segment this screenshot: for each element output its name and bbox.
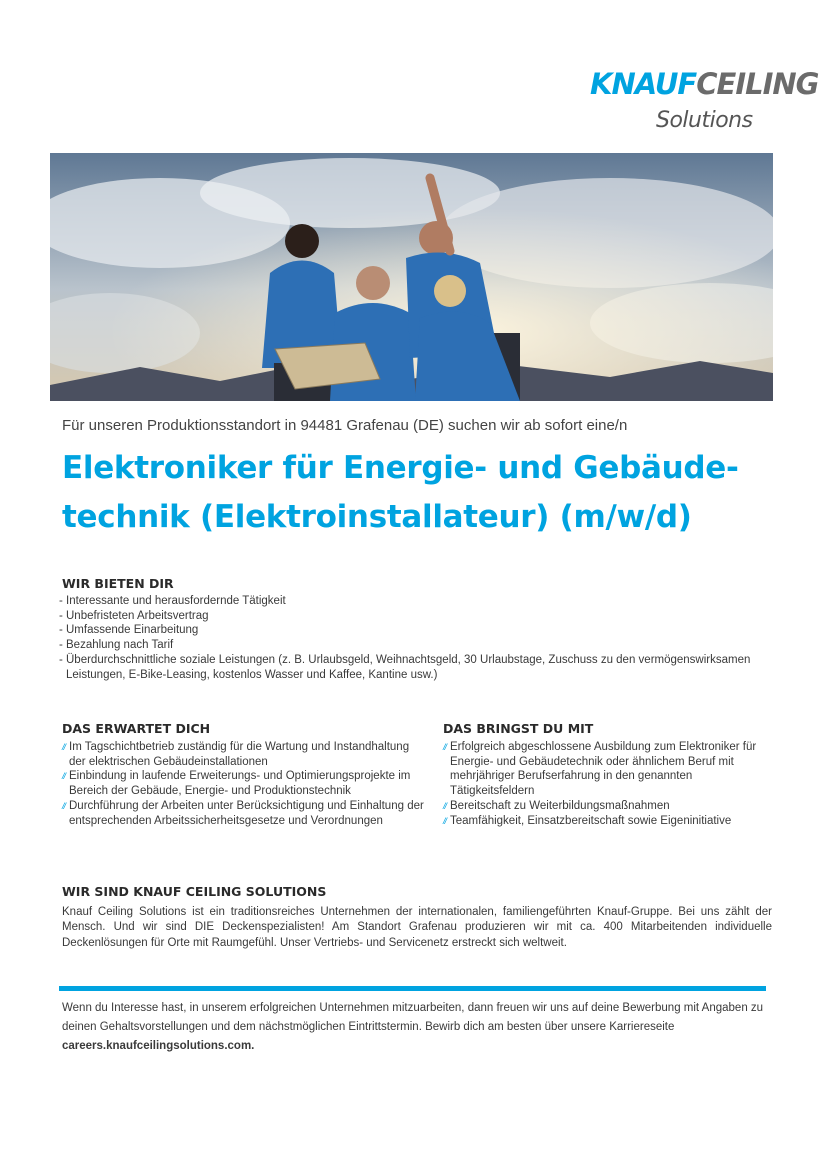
job-title bbox=[62, 444, 782, 542]
list-item: // Durchführung der Arbeiten unter Berücksichtigung und Einhaltung der entsprechenden Arbeitssicherheitsgesetze und Verordnungen bbox=[62, 799, 424, 827]
list-item: - Interessante und herausfordernde Tätigkeit bbox=[59, 595, 286, 607]
job-title-line-2: technik (Elektroinstallateur) (m/w/d) bbox=[62, 499, 692, 535]
about-heading: WIR SIND KNAUF CEILING SOLUTIONS bbox=[62, 884, 327, 899]
job-title-line-1: Elektroniker für Energie- und Gebäude- bbox=[62, 450, 739, 486]
hero-photo bbox=[50, 153, 773, 401]
logo-brand: KNAUF bbox=[590, 67, 697, 101]
company-logo bbox=[590, 64, 819, 140]
expect-list bbox=[62, 740, 424, 828]
list-item: // Im Tagschichtbetrieb zuständig für die Wartung und Instandhaltung der elektrischen Gebäudeinstallationen bbox=[62, 741, 410, 768]
expect-heading: DAS ERWARTET DICH bbox=[62, 721, 211, 736]
list-item: // Teamfähigkeit, Einsatzbereitschaft sowie Eigeninitiative bbox=[443, 814, 732, 827]
team-on-mountain-photo bbox=[50, 153, 773, 401]
list-item: // Erfolgreich abgeschlossene Ausbildung zum Elektroniker für Energie- und Gebäudetechnik oder ähnlichem Beruf mit mehrjähriger Berufserfahrung in den genannten Tätigkeitsfeldern bbox=[443, 741, 757, 798]
offer-heading: WIR BIETEN DIR bbox=[62, 576, 174, 591]
list-item: - Umfassende Einarbeitung bbox=[59, 624, 199, 637]
logo-tagline: Solutions bbox=[656, 108, 753, 133]
bring-heading: DAS BRINGST DU MIT bbox=[443, 721, 594, 736]
list-item: // Bereitschaft zu Weiterbildungsmaßnahmen bbox=[443, 799, 670, 812]
offer-list bbox=[59, 594, 774, 682]
list-item: // Einbindung in laufende Erweiterungs- und Optimierungsprojekte im Bereich der Gebäude, Energie- und Produktionstechnik bbox=[62, 770, 411, 798]
divider bbox=[59, 986, 766, 991]
list-item: - Überdurchschnittliche soziale Leistungen (z. B. Urlaubsgeld, Weihnachtsgeld, 30 Urlaubstage, Zuschuss zu den vermögenswirksamen Leistungen, E-Bike-Leasing, kostenlos Wasser und Kaffee, Kantine usw.) bbox=[59, 653, 751, 681]
list-item: - Unbefristeten Arbeitsvertrag bbox=[59, 609, 209, 622]
intro-text: Für unseren Produktionsstandort in 94481 Grafenau (DE) suchen wir ab sofort eine/n bbox=[62, 417, 628, 434]
bring-list bbox=[443, 740, 768, 828]
logo-product: CEILING bbox=[696, 67, 819, 101]
list-item: - Bezahlung nach Tarif bbox=[59, 639, 174, 652]
careers-link[interactable]: careers.knaufceilingsolutions.com. bbox=[62, 1040, 255, 1052]
footer-text: Wenn du Interesse hast, in unserem erfolgreichen Unternehmen mitzuarbeiten, dann freuen wir uns auf deine Bewerbung mit Angaben zu deinen Gehaltsvorstellungen und dem nächstmöglichen Eintrittstermin. Bewirb dich am besten über unsere Karriereseite bbox=[62, 1002, 764, 1033]
footer bbox=[62, 999, 774, 1056]
about-text: Knauf Ceiling Solutions ist ein traditionsreiches Unternehmen der internationalen, familiengeführten Knauf-Gruppe. Bei uns zählt der Mensch. Und wir sind DIE Deckenspezialisten! Am Standort Grafenau produzieren wir mit ca. 400 Mitarbeitenden individuelle Deckenlösungen für Orte mit Raumgefühl. Unser Vertriebs- und Servicenetz erstreckt sich weltweit. bbox=[62, 906, 772, 949]
